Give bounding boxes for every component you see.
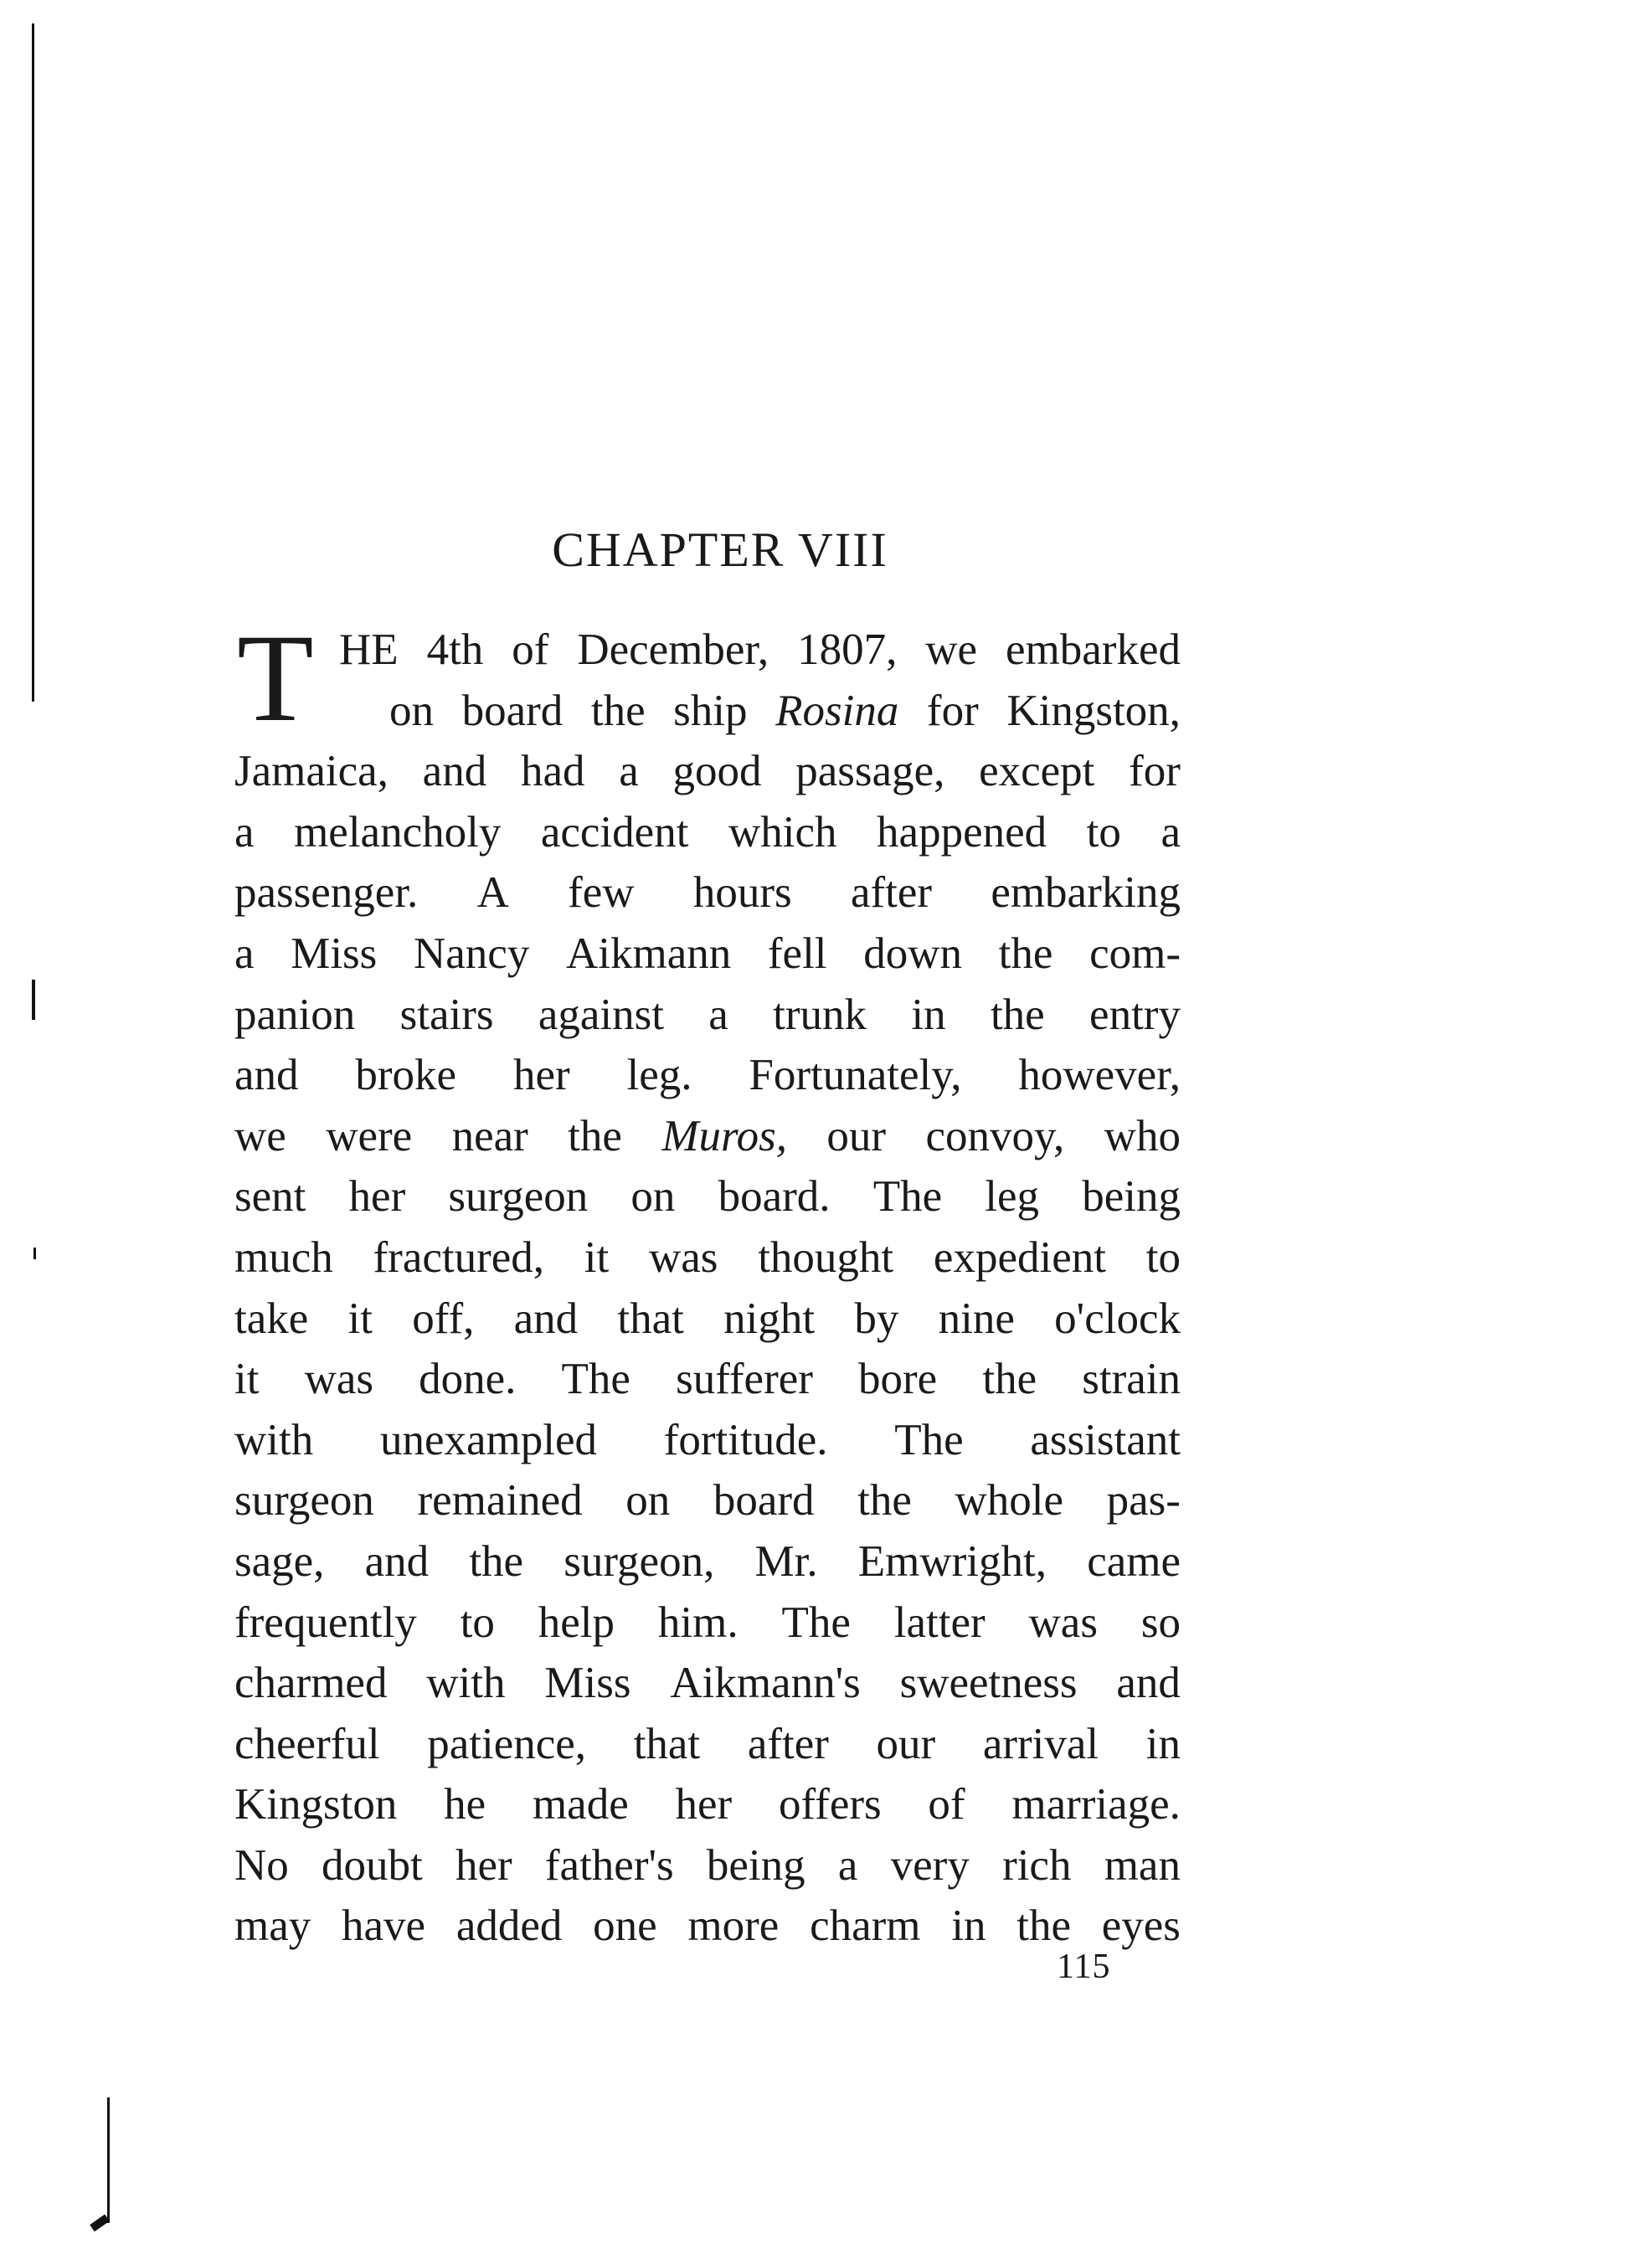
text-line: frequently to help him. The latter was so xyxy=(234,1598,1181,1647)
text-line: charmed with Miss Aikmann's sweetness and xyxy=(234,1659,1181,1708)
chapter-title: CHAPTER VIII xyxy=(552,522,888,577)
text-line: a melancholy accident which happened to a xyxy=(234,807,1181,857)
text-line: sent her surgeon on board. The leg being xyxy=(234,1172,1181,1222)
scan-edge-speck xyxy=(90,2215,110,2232)
text-line: with unexampled fortitude. The assistant xyxy=(234,1415,1181,1464)
scan-edge-line xyxy=(32,23,34,702)
body-text xyxy=(234,620,1181,1957)
text-line: passenger. A few hours after embarking xyxy=(234,868,1181,918)
text-line: may have added one more charm in the eyes xyxy=(234,1901,1181,1951)
text-line: much fractured, it was thought expedient to xyxy=(234,1232,1181,1282)
page-number: 115 xyxy=(1057,1948,1111,1986)
scan-edge-line xyxy=(107,2097,110,2223)
text-line: on board the ship Rosina for Kingston, xyxy=(389,686,1181,735)
text-line: a Miss Nancy Aikmann fell down the com- xyxy=(234,929,1181,978)
text-line: sage, and the surgeon, Mr. Emwright, came xyxy=(234,1536,1181,1586)
text-line: it was done. The sufferer bore the strain xyxy=(234,1355,1181,1404)
text-line: and broke her leg. Fortunately, however, xyxy=(234,1051,1181,1100)
text-line: No doubt her father's being a very rich man xyxy=(234,1840,1181,1890)
text-line: take it off, and that night by nine o'clock xyxy=(234,1294,1181,1343)
text-line: surgeon remained on board the whole pas- xyxy=(234,1476,1181,1526)
text-line: cheerful patience, that after our arrival in xyxy=(234,1719,1181,1768)
text-line: Jamaica, and had a good passage, except for xyxy=(234,747,1181,796)
text-line: panion stairs against a trunk in the entry xyxy=(234,990,1181,1039)
scan-edge-speck xyxy=(33,1248,36,1259)
drop-cap: T xyxy=(237,609,314,748)
text-line: HE 4th of December, 1807, we embarked xyxy=(339,625,1181,674)
scan-edge-speck xyxy=(32,980,35,1020)
text-line: we were near the Muros, our convoy, who xyxy=(234,1111,1181,1160)
text-line: Kingston he made her offers of marriage. xyxy=(234,1780,1181,1829)
